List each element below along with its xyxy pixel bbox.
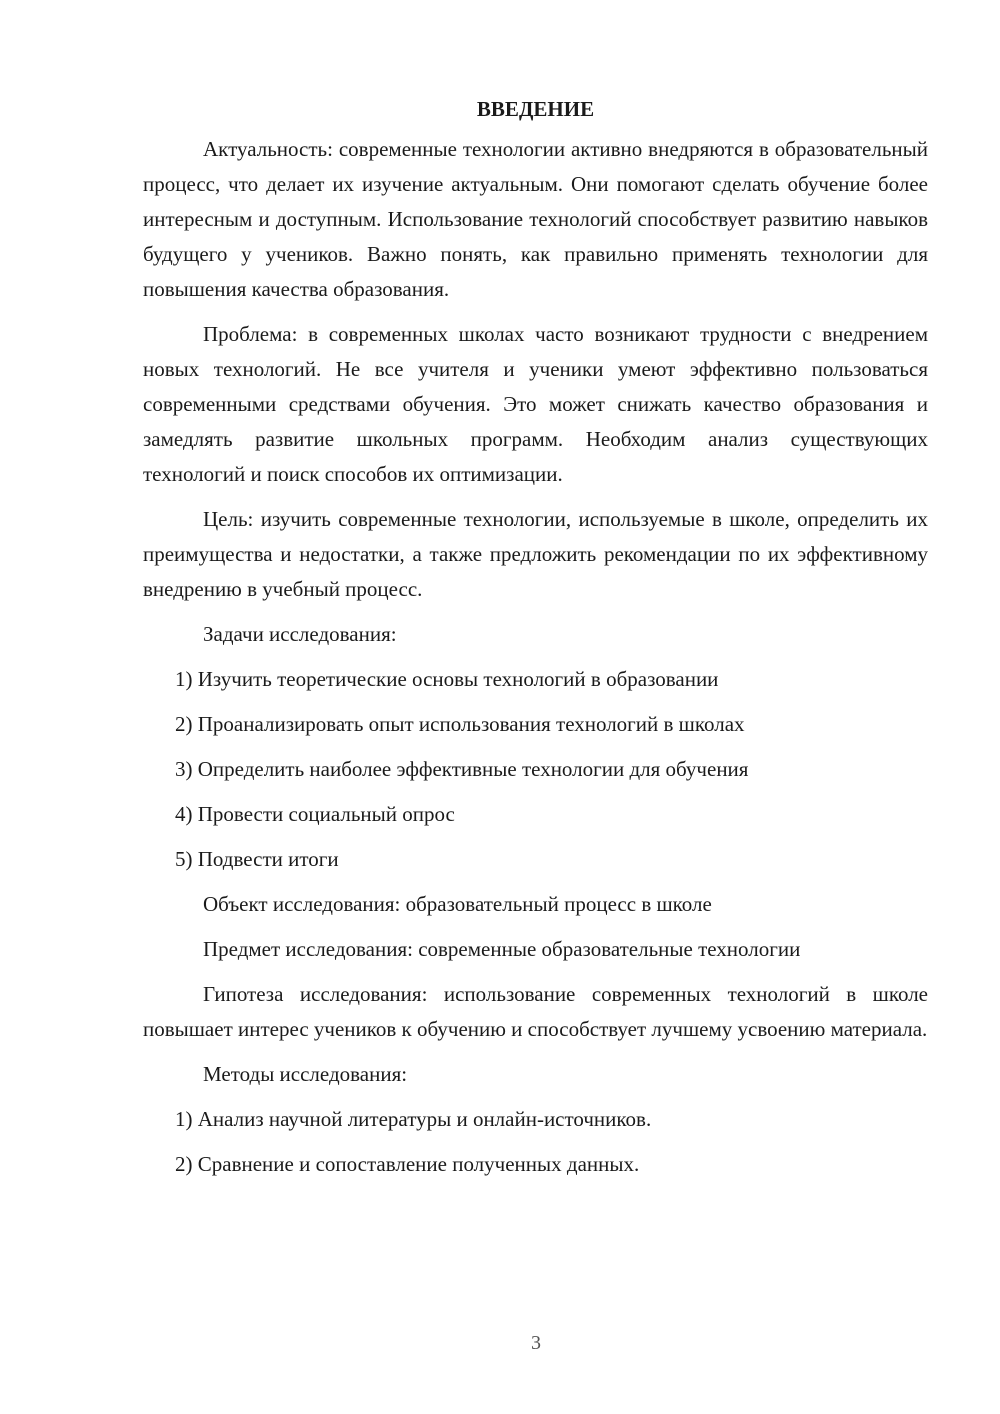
methods-heading: Методы исследования: [203, 1062, 408, 1086]
goal-paragraph: Цель: изучить современные технологии, используемые в школе, определить их преимущества и недостатки, а также предложить рекомендации по их эффективному внедрению в учебный процесс. [143, 507, 928, 601]
object-line: Объект исследования: образовательный процесс в школе [203, 892, 712, 916]
tasks-heading: Задачи исследования: [203, 622, 397, 646]
task-item: 2) Проанализировать опыт использования технологий в школах [175, 712, 745, 736]
document-page [143, 92, 928, 1192]
subject-line: Предмет исследования: современные образовательные технологии [203, 937, 801, 961]
method-item: 1) Анализ научной литературы и онлайн-источников. [175, 1107, 652, 1131]
task-item: 3) Определить наиболее эффективные технологии для обучения [175, 757, 749, 781]
page-number: 3 [531, 1332, 541, 1354]
task-item: 5) Подвести итоги [175, 847, 339, 871]
relevance-paragraph: Актуальность: современные технологии активно внедряются в образовательный процесс, что делает их изучение актуальным. Они помогают сделать обучение более интересным и доступным. Использование технологий способствует развитию навыков будущего у учеников. Важно понять, как правильно применять технологии для повышения качества образования. [143, 137, 928, 301]
task-item: 1) Изучить теоретические основы технологий в образовании [175, 667, 719, 691]
task-item: 4) Провести социальный опрос [175, 802, 455, 826]
section-title: ВВЕДЕНИЕ [476, 97, 595, 121]
method-item: 2) Сравнение и сопоставление полученных данных. [175, 1152, 640, 1176]
hypothesis-paragraph: Гипотеза исследования: использование современных технологий в школе повышает интерес учеников к обучению и способствует лучшему усвоению материала. [143, 982, 928, 1041]
problem-paragraph: Проблема: в современных школах часто возникают трудности с внедрением новых технологий. Не все учителя и ученики умеют эффективно пользоваться современными средствами обучения. Это может снижать качество образования и замедлять развитие школьных программ. Необходим анализ существующих технологий и поиск способов их оптимизации. [143, 322, 928, 486]
